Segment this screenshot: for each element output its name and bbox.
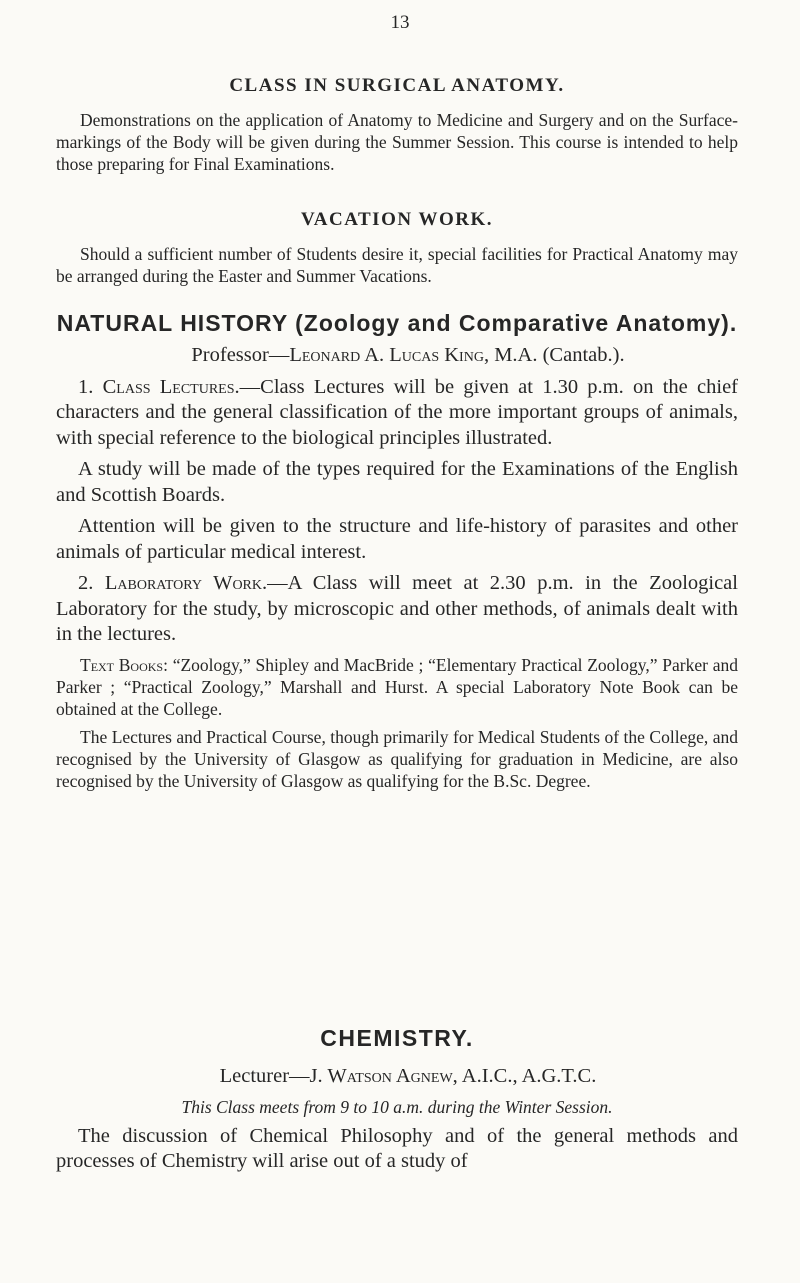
vacation-work-body: Should a sufficient number of Students desire it, special facilities for Practical Anatomy may be arranged during the Easter and Summer Vacations. bbox=[56, 244, 738, 286]
natural-history-section bbox=[56, 310, 738, 792]
class-lectures-paragraph bbox=[56, 375, 738, 452]
professor-line bbox=[56, 343, 738, 369]
laboratory-work-text: —A Class will meet at 2.30 p.m. in the Zoological Laboratory for the study, by microscopic and other methods, of animals dealt with in the lectures. bbox=[56, 572, 738, 645]
vacation-work-section bbox=[56, 209, 738, 287]
attention-paragraph: Attention will be given to the structure and life-history of parasites and other animals of particular medical interest. bbox=[56, 515, 738, 563]
lecturer-name: J. Watson Agnew bbox=[309, 1065, 453, 1087]
vacation-work-heading: VACATION WORK. bbox=[300, 209, 494, 230]
laboratory-work-paragraph bbox=[56, 571, 738, 648]
surgical-anatomy-section bbox=[56, 75, 738, 175]
chemistry-body: The discussion of Chemical Philosophy and of the general methods and processes of Chemistry will arise out of a study of bbox=[56, 1124, 738, 1172]
chemistry-section bbox=[56, 1025, 738, 1175]
class-lectures-text: —Class Lectures will be given at 1.30 p.m. on the chief characters and the general classification of the more important groups of animals, with special reference to the biological principles illustrated. bbox=[56, 375, 738, 449]
professor-prefix: Professor— bbox=[191, 344, 290, 366]
page-number: 13 bbox=[390, 12, 410, 33]
chemistry-heading: CHEMISTRY. bbox=[320, 1025, 474, 1051]
text-books-label: Text Books bbox=[80, 654, 164, 675]
text-books-paragraph bbox=[56, 654, 738, 720]
surgical-anatomy-heading: CLASS IN SURGICAL ANATOMY. bbox=[229, 75, 565, 96]
study-paragraph: A study will be made of the types required for the Examinations of the English and Scottish Boards. bbox=[56, 458, 738, 506]
lecturer-line bbox=[56, 1064, 738, 1090]
surgical-anatomy-body: Demonstrations on the application of Anatomy to Medicine and Surgery and on the Surface-markings of the Body will be given during the Summer Session. This course is intended to help those preparing for Final Examinations. bbox=[56, 110, 738, 174]
text-books-text: : “Zoology,” Shipley and MacBride ; “Elementary Practical Zoology,” Parker and Parker ; “Practical Zoology,” Marshall and Hurst. A special Laboratory Note Book can be obtained at the College. bbox=[56, 654, 738, 719]
lecturer-suffix: , A.I.C., A.G.T.C. bbox=[452, 1065, 597, 1087]
natural-history-heading: NATURAL HISTORY (Zoology and Comparative Anatomy). bbox=[56, 310, 738, 336]
class-lectures-label: 1. Class Lectures. bbox=[78, 375, 240, 398]
chemistry-meeting-note: This Class meets from 9 to 10 a.m. during the Winter Session. bbox=[181, 1096, 613, 1117]
recognition-paragraph: The Lectures and Practical Course, though primarily for Medical Students of the College, and recognised by the University of Glasgow as qualifying for graduation in Medicine, are also recognised by the University of Glasgow as qualifying for the B.Sc. Degree. bbox=[56, 726, 738, 791]
lecturer-prefix: Lecturer— bbox=[219, 1065, 310, 1087]
professor-name: Leonard A. Lucas King bbox=[289, 344, 484, 366]
professor-suffix: , M.A. (Cantab.). bbox=[483, 344, 625, 366]
laboratory-work-label: 2. Laboratory Work. bbox=[78, 572, 268, 594]
